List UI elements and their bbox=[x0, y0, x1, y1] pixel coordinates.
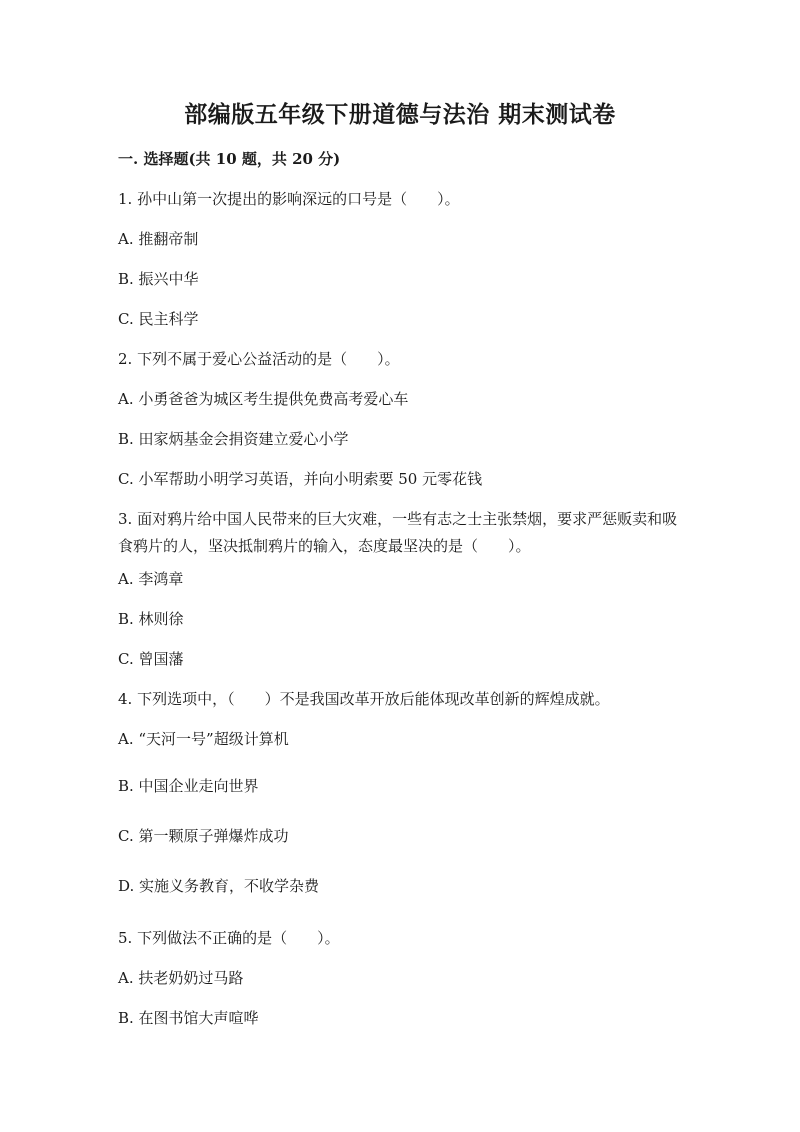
question-1-option-c: C. 民主科学 bbox=[118, 310, 199, 328]
question-4-option-a: A. “天河一号”超级计算机 bbox=[118, 730, 289, 748]
question-2-option-a: A. 小勇爸爸为城区考生提供免费高考爱心车 bbox=[118, 390, 409, 408]
question-4-option-c: C. 第一颗原子弹爆炸成功 bbox=[118, 827, 289, 845]
question-4-stem: 4. 下列选项中，（ ）不是我国改革开放后能体现改革创新的辉煌成就。 bbox=[118, 690, 610, 708]
question-2-stem: 2. 下列不属于爱心公益活动的是（ ）。 bbox=[118, 350, 400, 368]
question-3-option-a: A. 李鸿章 bbox=[118, 570, 184, 588]
question-5-stem: 5. 下列做法不正确的是（ ）。 bbox=[118, 929, 340, 947]
question-5-option-a: A. 扶老奶奶过马路 bbox=[118, 969, 244, 987]
question-2-option-b: B. 田家炳基金会捐资建立爱心小学 bbox=[118, 430, 349, 448]
question-2-option-c: C. 小军帮助小明学习英语，并向小明索要 50 元零花钱 bbox=[118, 470, 483, 488]
page-title: 部编版五年级下册道德与法治 期末测试卷 bbox=[184, 101, 616, 128]
section-heading: 一. 选择题(共 10 题，共 20 分) bbox=[118, 150, 341, 168]
question-3-option-c: C. 曾国藩 bbox=[118, 650, 184, 668]
question-1-stem: 1. 孙中山第一次提出的影响深远的口号是（ ）。 bbox=[118, 190, 460, 208]
question-3-option-b: B. 林则徐 bbox=[118, 610, 184, 628]
question-4-option-d: D. 实施义务教育，不收学杂费 bbox=[118, 877, 320, 895]
question-1-option-a: A. 推翻帝制 bbox=[118, 230, 199, 248]
question-1-option-b: B. 振兴中华 bbox=[118, 270, 199, 288]
question-4-option-b: B. 中国企业走向世界 bbox=[118, 777, 259, 795]
question-3-stem: 3. 面对鸦片给中国人民带来的巨大灾难，一些有志之士主张禁烟，要求严惩贩卖和吸食鸦片的人，坚决抵制鸦片的输入，态度最坚决的是（ ）。 bbox=[118, 510, 678, 555]
question-5-option-b: B. 在图书馆大声喧哗 bbox=[118, 1009, 259, 1027]
